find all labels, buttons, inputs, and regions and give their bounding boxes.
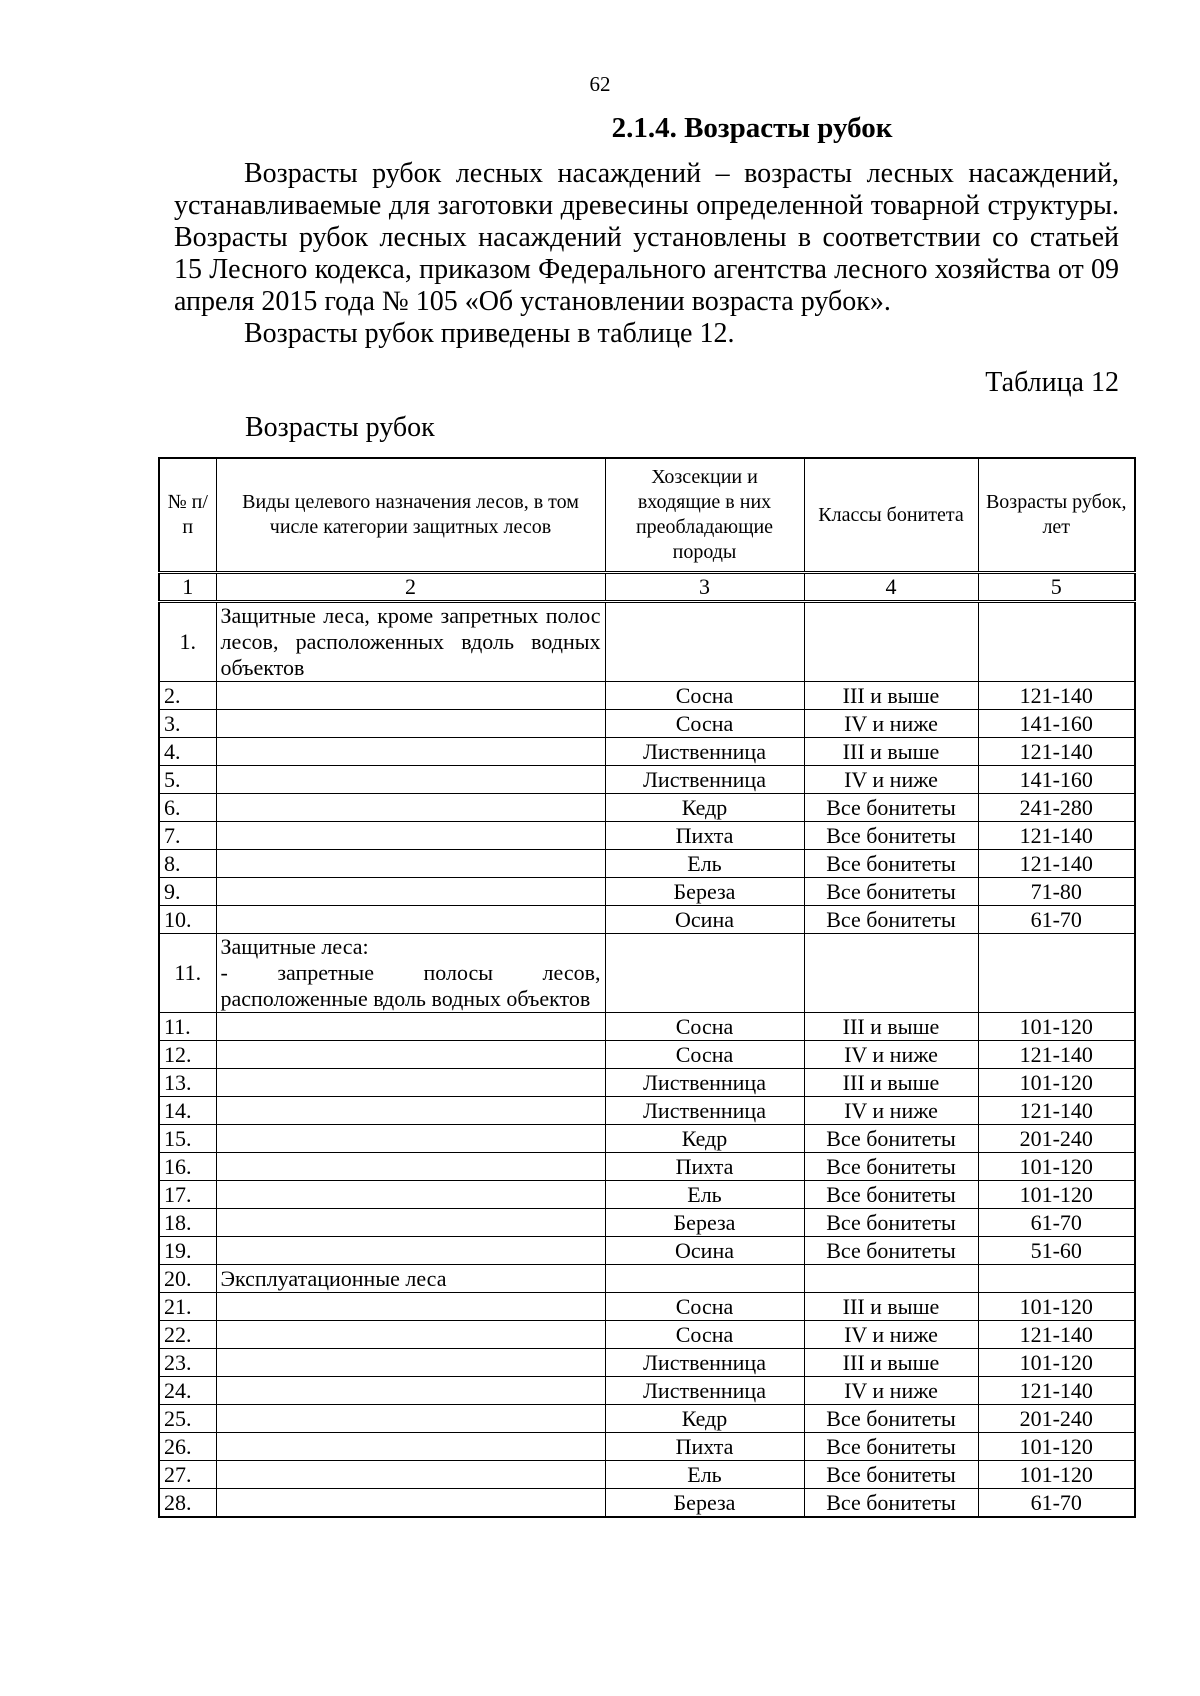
forest-type-cell xyxy=(216,1041,605,1069)
forest-type-cell xyxy=(216,682,605,710)
table-row xyxy=(159,1097,1135,1125)
row-number-cell: 6. xyxy=(159,794,216,822)
site-class-cell: III и выше xyxy=(804,1013,978,1041)
forest-type-cell: Эксплуатационные леса xyxy=(216,1265,605,1293)
table-title: Возрасты рубок xyxy=(245,412,435,443)
cutting-age-cell xyxy=(978,1265,1135,1293)
cutting-age-cell: 101-120 xyxy=(978,1013,1135,1041)
row-number-cell: 26. xyxy=(159,1433,216,1461)
table-row xyxy=(159,710,1135,738)
forest-type-cell xyxy=(216,850,605,878)
forest-type-cell xyxy=(216,822,605,850)
site-class-cell xyxy=(804,934,978,1013)
row-number-cell: 19. xyxy=(159,1237,216,1265)
forest-type-cell xyxy=(216,1405,605,1433)
row-number-cell: 22. xyxy=(159,1321,216,1349)
row-number-cell: 27. xyxy=(159,1461,216,1489)
cutting-age-cell: 241-280 xyxy=(978,794,1135,822)
cutting-age-cell xyxy=(978,602,1135,682)
table-row xyxy=(159,1265,1135,1293)
paragraph: Возрасты рубок приведены в таблице 12. xyxy=(244,318,735,349)
forest-type-cell xyxy=(216,1461,605,1489)
body-text xyxy=(174,158,1119,350)
table-row xyxy=(159,1377,1135,1405)
site-class-cell: III и выше xyxy=(804,738,978,766)
row-number-cell: 16. xyxy=(159,1153,216,1181)
header-cutting-age: Возрасты рубок, лет xyxy=(978,458,1135,573)
row-number-cell: 3. xyxy=(159,710,216,738)
site-class-cell: Все бонитеты xyxy=(804,1489,978,1518)
table-row xyxy=(159,602,1135,682)
species-cell: Сосна xyxy=(605,1321,804,1349)
species-cell: Кедр xyxy=(605,1125,804,1153)
species-cell: Лиственница xyxy=(605,738,804,766)
cutting-age-cell: 141-160 xyxy=(978,766,1135,794)
species-cell: Лиственница xyxy=(605,1349,804,1377)
row-number-cell: 24. xyxy=(159,1377,216,1405)
species-cell: Береза xyxy=(605,1489,804,1518)
forest-type-cell xyxy=(216,1013,605,1041)
table-row xyxy=(159,1489,1135,1518)
forest-type-cell xyxy=(216,1209,605,1237)
row-number-cell: 28. xyxy=(159,1489,216,1518)
row-number-cell: 23. xyxy=(159,1349,216,1377)
species-cell: Береза xyxy=(605,878,804,906)
forest-type-cell xyxy=(216,766,605,794)
cutting-age-cell: 121-140 xyxy=(978,1321,1135,1349)
species-cell: Ель xyxy=(605,1461,804,1489)
paragraph: Возрасты рубок лесных насаждений – возрасты лесных насаждений, устанавливаемые для заготовки древесины определенной товарной структуры. Возрасты рубок лесных насаждений установлены в соответствии со статьей 15 Лесного кодекса, приказом Федерального агентства лесного хозяйства от 09 апреля 2015 года № 105 «Об установлении возраста рубок». xyxy=(174,158,1119,317)
row-number-cell: 5. xyxy=(159,766,216,794)
table-row xyxy=(159,878,1135,906)
column-number: 3 xyxy=(605,573,804,602)
cutting-age-cell: 201-240 xyxy=(978,1405,1135,1433)
site-class-cell: IV и ниже xyxy=(804,1377,978,1405)
table-row xyxy=(159,682,1135,710)
species-cell: Сосна xyxy=(605,1041,804,1069)
site-class-cell: IV и ниже xyxy=(804,1041,978,1069)
forest-type-cell: Защитные леса: - запретные полосы лесов, расположенные вдоль водных объектов xyxy=(216,934,605,1013)
cutting-age-cell: 121-140 xyxy=(978,1097,1135,1125)
site-class-cell: Все бонитеты xyxy=(804,1125,978,1153)
species-cell xyxy=(605,1265,804,1293)
forest-type-cell xyxy=(216,738,605,766)
cutting-age-cell: 101-120 xyxy=(978,1349,1135,1377)
cutting-age-cell: 121-140 xyxy=(978,1377,1135,1405)
column-number: 2 xyxy=(216,573,605,602)
species-cell: Пихта xyxy=(605,1433,804,1461)
row-number-cell: 15. xyxy=(159,1125,216,1153)
table-row xyxy=(159,1069,1135,1097)
table-row xyxy=(159,1293,1135,1321)
table-row xyxy=(159,1349,1135,1377)
species-cell: Ель xyxy=(605,850,804,878)
species-cell: Ель xyxy=(605,1181,804,1209)
cutting-age-cell: 121-140 xyxy=(978,822,1135,850)
table-row xyxy=(159,1321,1135,1349)
page-number: 62 xyxy=(589,72,611,96)
cutting-age-cell: 61-70 xyxy=(978,906,1135,934)
table-row xyxy=(159,822,1135,850)
species-cell xyxy=(605,602,804,682)
table-row xyxy=(159,1041,1135,1069)
column-number: 5 xyxy=(978,573,1135,602)
table-caption: Таблица 12 xyxy=(985,367,1119,398)
cutting-age-cell xyxy=(978,934,1135,1013)
species-cell: Лиственница xyxy=(605,1097,804,1125)
site-class-cell: Все бонитеты xyxy=(804,1461,978,1489)
header-number: № п/п xyxy=(159,458,216,573)
row-number-cell: 9. xyxy=(159,878,216,906)
species-cell: Сосна xyxy=(605,710,804,738)
row-number-cell: 11. xyxy=(159,1013,216,1041)
header-forest-type: Виды целевого назначения лесов, в том числе категории защитных лесов xyxy=(216,458,605,573)
table-row xyxy=(159,906,1135,934)
forest-type-cell xyxy=(216,1293,605,1321)
site-class-cell xyxy=(804,602,978,682)
row-number-cell: 1. xyxy=(159,602,216,682)
row-number-cell: 2. xyxy=(159,682,216,710)
forest-type-cell xyxy=(216,1153,605,1181)
site-class-cell: Все бонитеты xyxy=(804,1209,978,1237)
table-row xyxy=(159,1013,1135,1041)
table-row xyxy=(159,1125,1135,1153)
cutting-age-cell: 61-70 xyxy=(978,1489,1135,1518)
site-class-cell: Все бонитеты xyxy=(804,822,978,850)
forest-type-cell xyxy=(216,1349,605,1377)
cutting-age-cell: 101-120 xyxy=(978,1433,1135,1461)
species-cell: Пихта xyxy=(605,822,804,850)
site-class-cell: Все бонитеты xyxy=(804,1153,978,1181)
table-row xyxy=(159,1237,1135,1265)
species-cell xyxy=(605,934,804,1013)
species-cell: Сосна xyxy=(605,1293,804,1321)
species-cell: Лиственница xyxy=(605,1377,804,1405)
column-number: 4 xyxy=(804,573,978,602)
row-number-cell: 11. xyxy=(159,934,216,1013)
site-class-cell: Все бонитеты xyxy=(804,1405,978,1433)
forest-type-cell xyxy=(216,1237,605,1265)
table-row xyxy=(159,738,1135,766)
site-class-cell: Все бонитеты xyxy=(804,1237,978,1265)
site-class-cell xyxy=(804,1265,978,1293)
cutting-age-cell: 101-120 xyxy=(978,1069,1135,1097)
table-header-row xyxy=(159,458,1135,573)
forest-type-cell xyxy=(216,1097,605,1125)
species-cell: Осина xyxy=(605,906,804,934)
table-row xyxy=(159,1433,1135,1461)
table-row xyxy=(159,1405,1135,1433)
forest-type-cell xyxy=(216,906,605,934)
site-class-cell: IV и ниже xyxy=(804,1321,978,1349)
site-class-cell: IV и ниже xyxy=(804,766,978,794)
species-cell: Кедр xyxy=(605,1405,804,1433)
site-class-cell: III и выше xyxy=(804,1069,978,1097)
column-number-row xyxy=(159,573,1135,602)
row-number-cell: 12. xyxy=(159,1041,216,1069)
species-cell: Кедр xyxy=(605,794,804,822)
site-class-cell: Все бонитеты xyxy=(804,794,978,822)
site-class-cell: Все бонитеты xyxy=(804,878,978,906)
table-row xyxy=(159,1181,1135,1209)
cutting-age-cell: 201-240 xyxy=(978,1125,1135,1153)
site-class-cell: IV и ниже xyxy=(804,1097,978,1125)
site-class-cell: III и выше xyxy=(804,682,978,710)
forest-type-cell xyxy=(216,1181,605,1209)
forest-type-cell: Защитные леса, кроме запретных полос лесов, расположенных вдоль водных объектов xyxy=(216,602,605,682)
forest-type-cell xyxy=(216,878,605,906)
site-class-cell: Все бонитеты xyxy=(804,1433,978,1461)
site-class-cell: Все бонитеты xyxy=(804,1181,978,1209)
row-number-cell: 20. xyxy=(159,1265,216,1293)
cutting-age-cell: 121-140 xyxy=(978,682,1135,710)
cutting-age-cell: 141-160 xyxy=(978,710,1135,738)
cutting-age-cell: 101-120 xyxy=(978,1293,1135,1321)
cutting-age-cell: 71-80 xyxy=(978,878,1135,906)
row-number-cell: 13. xyxy=(159,1069,216,1097)
cutting-age-cell: 101-120 xyxy=(978,1461,1135,1489)
species-cell: Сосна xyxy=(605,682,804,710)
cutting-age-cell: 121-140 xyxy=(978,1041,1135,1069)
species-cell: Лиственница xyxy=(605,1069,804,1097)
header-species: Хозсекции и входящие в них преобладающие породы xyxy=(605,458,804,573)
cutting-age-cell: 121-140 xyxy=(978,850,1135,878)
forest-type-cell xyxy=(216,1069,605,1097)
site-class-cell: IV и ниже xyxy=(804,710,978,738)
forest-type-cell xyxy=(216,794,605,822)
table-row xyxy=(159,850,1135,878)
row-number-cell: 25. xyxy=(159,1405,216,1433)
row-number-cell: 8. xyxy=(159,850,216,878)
table-row xyxy=(159,1461,1135,1489)
species-cell: Лиственница xyxy=(605,766,804,794)
table-row xyxy=(159,934,1135,1013)
forest-type-cell xyxy=(216,1489,605,1518)
row-number-cell: 21. xyxy=(159,1293,216,1321)
cutting-age-cell: 121-140 xyxy=(978,738,1135,766)
row-number-cell: 17. xyxy=(159,1181,216,1209)
section-title: 2.1.4. Возрасты рубок xyxy=(611,112,893,144)
species-cell: Осина xyxy=(605,1237,804,1265)
forest-type-cell xyxy=(216,1377,605,1405)
row-number-cell: 14. xyxy=(159,1097,216,1125)
forest-type-cell xyxy=(216,1433,605,1461)
header-site-class: Классы бонитета xyxy=(804,458,978,573)
forest-type-cell xyxy=(216,1321,605,1349)
forest-type-cell xyxy=(216,710,605,738)
forest-type-cell xyxy=(216,1125,605,1153)
cutting-age-cell: 61-70 xyxy=(978,1209,1135,1237)
row-number-cell: 18. xyxy=(159,1209,216,1237)
table-row xyxy=(159,1153,1135,1181)
cutting-age-cell: 101-120 xyxy=(978,1181,1135,1209)
row-number-cell: 7. xyxy=(159,822,216,850)
site-class-cell: Все бонитеты xyxy=(804,850,978,878)
table-row xyxy=(159,1209,1135,1237)
cutting-age-cell: 101-120 xyxy=(978,1153,1135,1181)
species-cell: Пихта xyxy=(605,1153,804,1181)
row-number-cell: 4. xyxy=(159,738,216,766)
column-number: 1 xyxy=(159,573,216,602)
site-class-cell: III и выше xyxy=(804,1293,978,1321)
table-row xyxy=(159,794,1135,822)
site-class-cell: Все бонитеты xyxy=(804,906,978,934)
species-cell: Сосна xyxy=(605,1013,804,1041)
site-class-cell: III и выше xyxy=(804,1349,978,1377)
cutting-age-cell: 51-60 xyxy=(978,1237,1135,1265)
row-number-cell: 10. xyxy=(159,906,216,934)
species-cell: Береза xyxy=(605,1209,804,1237)
table-row xyxy=(159,766,1135,794)
cutting-age-table xyxy=(158,457,1136,1518)
